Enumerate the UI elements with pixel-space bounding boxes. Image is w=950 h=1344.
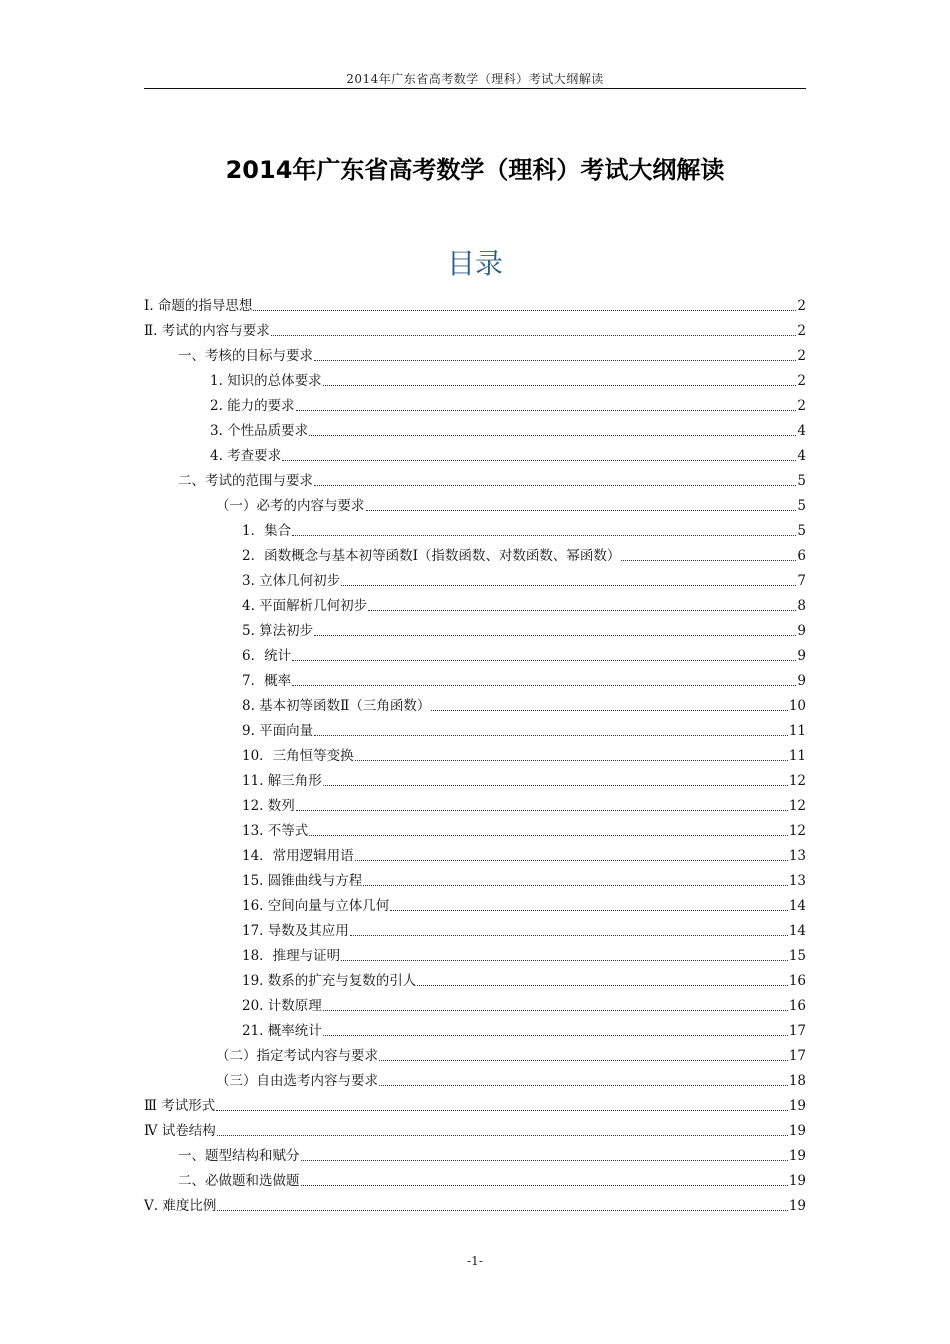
toc-entry[interactable] xyxy=(144,1015,806,1040)
toc-entry[interactable] xyxy=(144,1190,806,1215)
toc-entry-page: 2 xyxy=(797,373,806,389)
toc-entry-page: 10 xyxy=(788,698,806,714)
toc-entry-label: 13. 不等式 xyxy=(242,823,309,839)
toc-dot-leader xyxy=(296,810,788,811)
toc-entry-label: 14．常用逻辑用语 xyxy=(242,848,354,864)
toc-entry-label: 19. 数系的扩充与复数的引人 xyxy=(242,973,417,989)
toc-entry[interactable] xyxy=(144,565,806,590)
toc-entry[interactable] xyxy=(144,290,806,315)
toc-entry[interactable] xyxy=(144,615,806,640)
toc-dot-leader xyxy=(431,710,787,711)
toc-entry[interactable] xyxy=(144,315,806,340)
toc-entry-label: 3. 立体几何初步 xyxy=(242,573,341,589)
toc-dot-leader xyxy=(379,1085,788,1086)
toc-entry-page: 9 xyxy=(797,648,806,664)
toc-entry[interactable] xyxy=(144,490,806,515)
toc-entry[interactable] xyxy=(144,690,806,715)
toc-entry-label: Ⅰ. 命题的指导思想 xyxy=(144,298,253,314)
toc-entry-page: 2 xyxy=(797,298,806,314)
toc-entry-page: 19 xyxy=(788,1173,806,1189)
toc-entry[interactable] xyxy=(144,1040,806,1065)
toc-dot-leader xyxy=(341,960,788,961)
toc-entry[interactable] xyxy=(144,465,806,490)
toc-dot-leader xyxy=(271,335,797,336)
toc-entry-page: 19 xyxy=(788,1098,806,1114)
toc-entry-label: 9. 平面向量 xyxy=(242,723,314,739)
toc-entry[interactable] xyxy=(144,665,806,690)
toc-entry-label: 21. 概率统计 xyxy=(242,1023,322,1039)
toc-entry-label: 一、题型结构和赋分 xyxy=(178,1148,300,1164)
toc-entry[interactable] xyxy=(144,1090,806,1115)
toc-dot-leader xyxy=(301,1185,788,1186)
toc-entry[interactable] xyxy=(144,865,806,890)
toc-entry[interactable] xyxy=(144,715,806,740)
toc-entry-page: 4 xyxy=(797,423,806,439)
toc-entry[interactable] xyxy=(144,415,806,440)
toc-entry-page: 5 xyxy=(797,523,806,539)
toc-dot-leader xyxy=(379,1060,788,1061)
toc-entry-page: 16 xyxy=(788,973,806,989)
toc-entry-page: 5 xyxy=(797,473,806,489)
toc-entry-label: 6．统计 xyxy=(242,648,292,664)
toc-entry-label: 18．推理与证明 xyxy=(242,948,341,964)
toc-entry-page: 14 xyxy=(788,898,806,914)
toc-entry-label: 5. 算法初步 xyxy=(242,623,314,639)
toc-entry[interactable] xyxy=(144,340,806,365)
toc-entry-page: 19 xyxy=(788,1148,806,1164)
toc-entry-label: 15. 圆锥曲线与方程 xyxy=(242,873,363,889)
toc-dot-leader xyxy=(355,860,788,861)
toc-entry-page: 2 xyxy=(797,348,806,364)
toc-dot-leader xyxy=(314,735,788,736)
toc-entry-page: 19 xyxy=(788,1198,806,1214)
toc-dot-leader xyxy=(366,510,797,511)
toc-entry-page: 19 xyxy=(788,1123,806,1139)
toc-dot-leader xyxy=(296,410,797,411)
toc-dot-leader xyxy=(314,360,796,361)
toc-entry-label: 2．函数概念与基本初等函数Ⅰ（指数函数、对数函数、幂函数） xyxy=(242,548,621,564)
toc-entry-page: 13 xyxy=(788,848,806,864)
toc-entry-page: 12 xyxy=(788,773,806,789)
toc-entry-label: （一）必考的内容与要求 xyxy=(216,498,365,514)
toc-entry[interactable] xyxy=(144,540,806,565)
toc-entry-page: 2 xyxy=(797,323,806,339)
toc-entry-page: 18 xyxy=(788,1073,806,1089)
toc-dot-leader xyxy=(282,460,796,461)
toc-entry-page: 17 xyxy=(788,1048,806,1064)
toc-dot-leader xyxy=(217,1135,788,1136)
toc-entry[interactable] xyxy=(144,890,806,915)
toc-entry-label: 1. 知识的总体要求 xyxy=(210,373,322,389)
toc-dot-leader xyxy=(341,585,796,586)
toc-entry-page: 5 xyxy=(797,498,806,514)
toc-dot-leader xyxy=(368,610,796,611)
toc-entry[interactable] xyxy=(144,790,806,815)
toc-entry-label: 20. 计数原理 xyxy=(242,998,322,1014)
toc-dot-leader xyxy=(323,1035,788,1036)
toc-entry-label: 二、必做题和选做题 xyxy=(178,1173,300,1189)
toc-entry-page: 11 xyxy=(788,723,806,739)
toc-entry-page: 9 xyxy=(797,623,806,639)
toc-entry[interactable] xyxy=(144,915,806,940)
toc-dot-leader xyxy=(217,1210,787,1211)
toc-heading: 目录 xyxy=(446,247,503,280)
toc-dot-leader xyxy=(216,1110,788,1111)
toc-entry[interactable] xyxy=(144,740,806,765)
toc-entry[interactable] xyxy=(144,840,806,865)
toc-dot-leader xyxy=(323,785,788,786)
toc-entry-label: 2. 能力的要求 xyxy=(210,398,295,414)
toc-dot-leader xyxy=(292,685,796,686)
toc-entry[interactable] xyxy=(144,940,806,965)
toc-entry-page: 15 xyxy=(788,948,806,964)
toc-entry[interactable] xyxy=(144,1140,806,1165)
toc-entry-label: 二、考试的范围与要求 xyxy=(178,473,313,489)
toc-entry-label: Ⅲ 考试形式 xyxy=(144,1098,216,1114)
toc-entry-page: 9 xyxy=(797,673,806,689)
toc-entry-label: 4. 考查要求 xyxy=(210,448,282,464)
toc-dot-leader xyxy=(314,485,796,486)
document-title: 2014年广东省高考数学（理科）考试大纲解读 xyxy=(225,156,725,184)
toc-entry-label: （二）指定考试内容与要求 xyxy=(216,1048,378,1064)
toc-entry[interactable] xyxy=(144,965,806,990)
toc-entry-label: 1．集合 xyxy=(242,523,292,539)
toc-entry-label: 8. 基本初等函数Ⅱ（三角函数） xyxy=(242,698,431,714)
toc-entry[interactable] xyxy=(144,815,806,840)
toc-entry-page: 14 xyxy=(788,923,806,939)
toc-dot-leader xyxy=(390,910,788,911)
toc-entry-page: 13 xyxy=(788,873,806,889)
toc-entry-label: 一、考核的目标与要求 xyxy=(178,348,313,364)
toc-entry[interactable] xyxy=(144,590,806,615)
toc-entry-page: 12 xyxy=(788,823,806,839)
toc-entry[interactable] xyxy=(144,990,806,1015)
toc-dot-leader xyxy=(350,935,788,936)
toc-entry-page: 17 xyxy=(788,1023,806,1039)
toc-entry-label: Ⅱ. 考试的内容与要求 xyxy=(144,323,270,339)
toc-dot-leader xyxy=(301,1160,788,1161)
toc-dot-leader xyxy=(309,435,796,436)
toc-entry-label: 12. 数列 xyxy=(242,798,295,814)
toc-entry-page: 4 xyxy=(797,448,806,464)
toc-entry-page: 16 xyxy=(788,998,806,1014)
toc-dot-leader xyxy=(292,660,796,661)
running-header: 2014年广东省高考数学（理科）考试大纲解读 xyxy=(346,72,604,86)
toc-entry-label: 4. 平面解析几何初步 xyxy=(242,598,368,614)
toc-dot-leader xyxy=(323,1010,788,1011)
toc-entry[interactable] xyxy=(144,515,806,540)
toc-entry[interactable] xyxy=(144,1165,806,1190)
toc-entry-label: 3. 个性品质要求 xyxy=(210,423,309,439)
toc-entry-page: 11 xyxy=(788,748,806,764)
toc-entry[interactable] xyxy=(144,765,806,790)
toc-entry-label: 10．三角恒等变换 xyxy=(242,748,354,764)
toc-entry[interactable] xyxy=(144,1115,806,1140)
toc-entry-label: Ⅳ 试卷结构 xyxy=(144,1123,216,1139)
toc-entry-page: 8 xyxy=(797,598,806,614)
table-of-contents xyxy=(144,290,806,1215)
toc-dot-leader xyxy=(363,885,788,886)
toc-entry-label: 16. 空间向量与立体几何 xyxy=(242,898,390,914)
toc-entry-page: 2 xyxy=(797,398,806,414)
toc-entry[interactable] xyxy=(144,390,806,415)
toc-entry[interactable] xyxy=(144,440,806,465)
toc-entry-label: 11. 解三角形 xyxy=(242,773,322,789)
toc-dot-leader xyxy=(292,535,796,536)
toc-dot-leader xyxy=(314,635,796,636)
toc-entry-page: 7 xyxy=(797,573,806,589)
toc-entry-label: Ⅴ. 难度比例 xyxy=(144,1198,217,1214)
toc-entry[interactable] xyxy=(144,1065,806,1090)
toc-entry-label: （三）自由选考内容与要求 xyxy=(216,1073,378,1089)
toc-entry-page: 12 xyxy=(788,798,806,814)
toc-entry-label: 17. 导数及其应用 xyxy=(242,923,349,939)
page-number: -1- xyxy=(467,1254,483,1268)
toc-entry[interactable] xyxy=(144,365,806,390)
toc-dot-leader xyxy=(309,835,788,836)
toc-dot-leader xyxy=(253,310,796,311)
header-rule xyxy=(144,88,806,89)
toc-dot-leader xyxy=(323,385,797,386)
toc-dot-leader xyxy=(355,760,788,761)
toc-dot-leader xyxy=(621,560,796,561)
toc-entry-page: 6 xyxy=(797,548,806,564)
toc-entry-label: 7．概率 xyxy=(242,673,292,689)
toc-entry[interactable] xyxy=(144,640,806,665)
toc-dot-leader xyxy=(417,985,788,986)
